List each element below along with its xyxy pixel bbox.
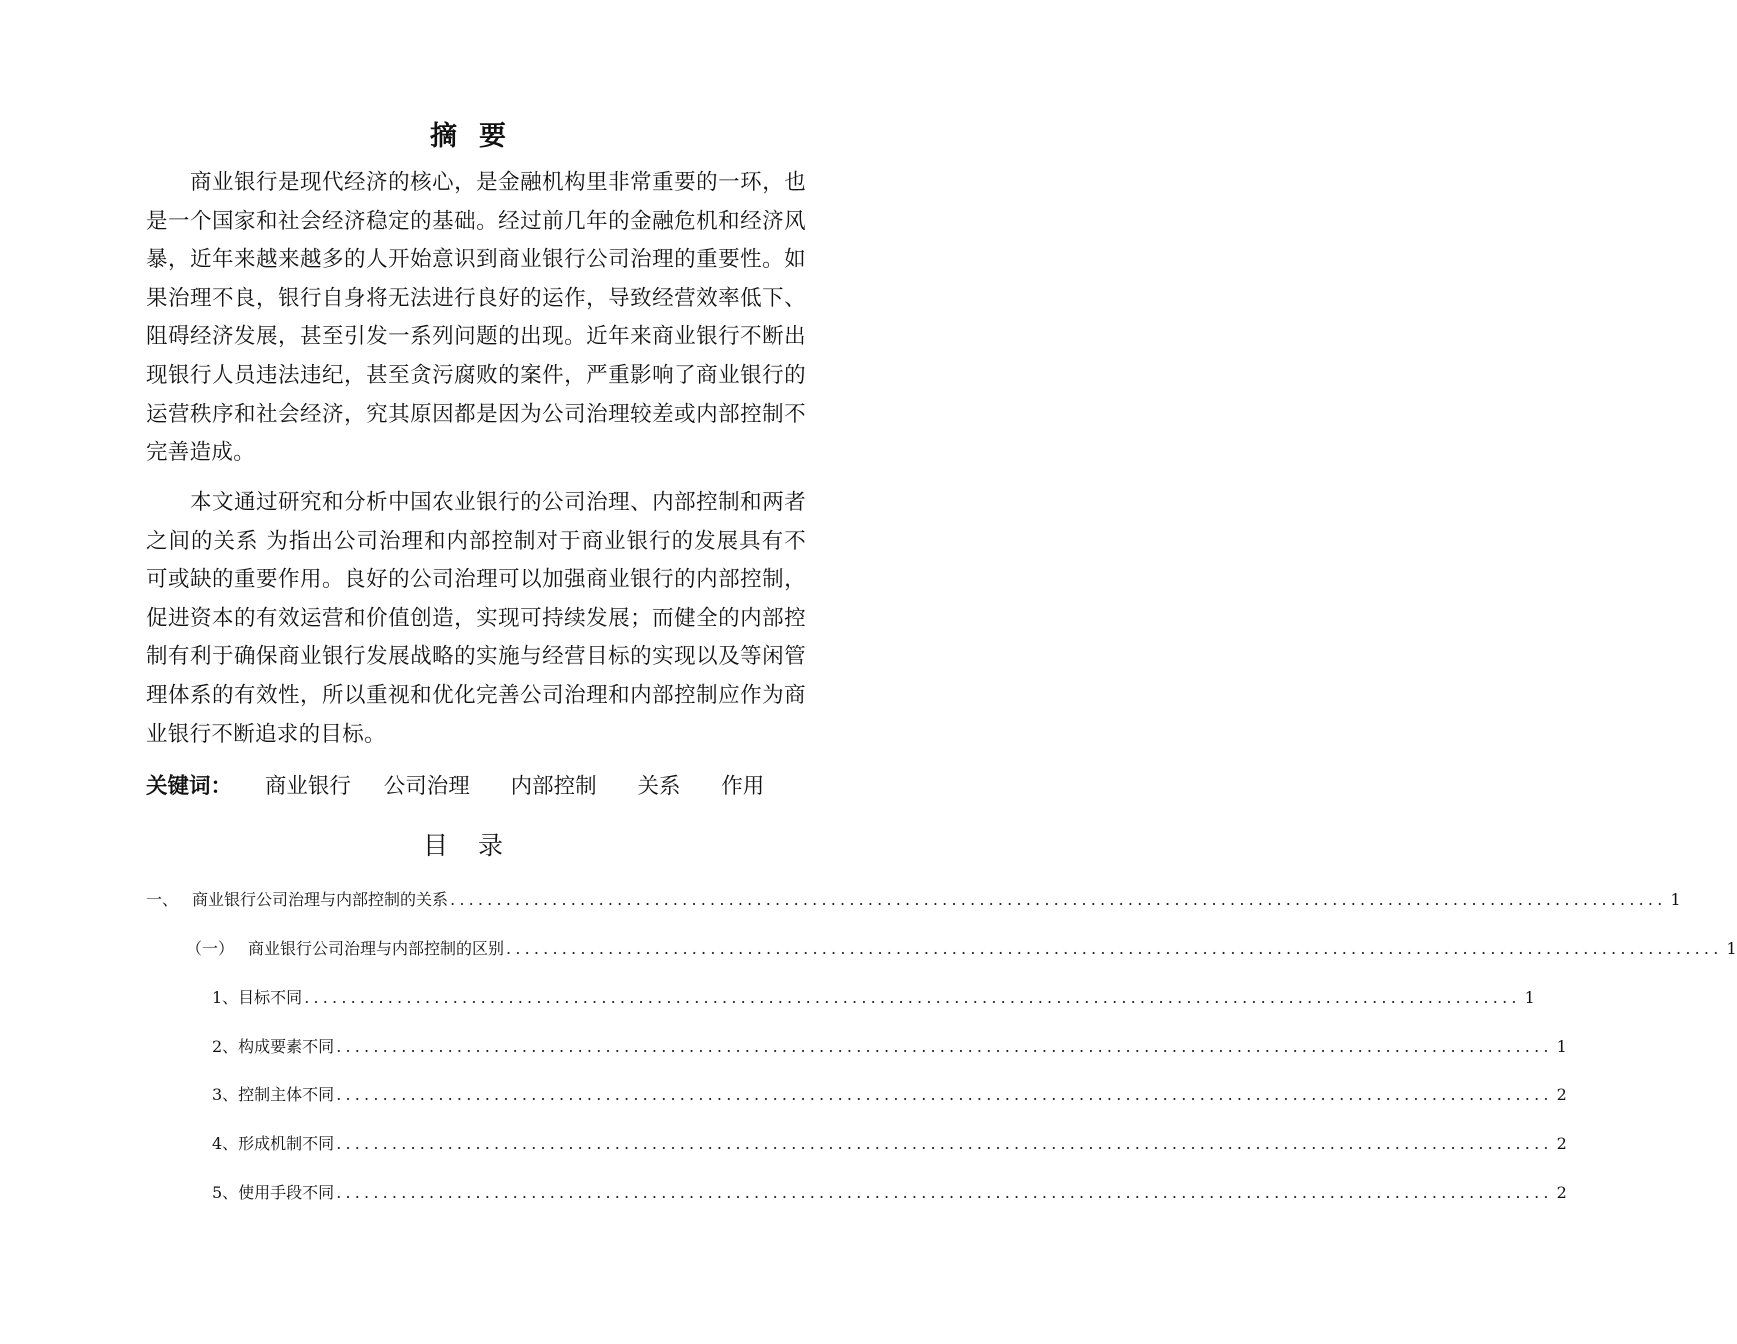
keyword: 公司治理 <box>383 774 470 799</box>
toc-entry-text: 2、构成要素不同 <box>212 1037 335 1056</box>
keyword: 关系 <box>637 774 681 799</box>
toc-entry-number: 一、 <box>146 890 179 909</box>
toc-page-number: 2 <box>1556 1134 1567 1153</box>
toc-entry[interactable] <box>212 1034 1567 1058</box>
toc-entry-text: 3、控制主体不同 <box>212 1085 335 1104</box>
toc-leader-dots: ................................................................................................................................... <box>336 1085 1553 1104</box>
toc-entry[interactable] <box>212 1082 1567 1106</box>
toc-leader-dots: ................................................................................................................................... <box>336 1037 1553 1056</box>
abstract-paragraph-1: 商业银行是现代经济的核心，是金融机构里非常重要的一环，也是一个国家和社会经济稳定的基础。经过前几年的金融危机和经济风暴，近年来越来越多的人开始意识到商业银行公司治理的重要性。如果治理不良，银行自身将无法进行良好的运作，导致经营效率低下、阻碍经济发展，甚至引发一系列问题的出现。近年来商业银行不断出现银行人员违法违纪，甚至贪污腐败的案件，严重影响了商业银行的运营秩序和社会经济，究其原因都是因为公司治理较差或内部控制不完善造成。 <box>146 170 806 466</box>
toc-entry-text: 商业银行公司治理与内部控制的区别 <box>248 939 505 958</box>
toc-page-number: 1 <box>1670 890 1681 909</box>
toc-leader-dots: ................................................................................................................................... <box>450 890 1667 909</box>
toc-entry-text: 商业银行公司治理与内部控制的关系 <box>192 890 449 909</box>
keyword: 作用 <box>721 774 765 799</box>
toc-entry-text: 5、使用手段不同 <box>212 1183 335 1202</box>
toc-leader-dots: ................................................................................................................................... <box>304 988 1521 1007</box>
toc-entry-number: （一） <box>186 939 235 958</box>
toc-page-number: 2 <box>1556 1183 1567 1202</box>
toc-leader-dots: ................................................................................................................................... <box>336 1134 1553 1153</box>
keyword: 商业银行 <box>264 774 351 799</box>
toc-entry[interactable] <box>212 985 1535 1009</box>
toc-page-number: 1 <box>1524 988 1535 1007</box>
abstract-paragraph-2: 本文通过研究和分析中国农业银行的公司治理、内部控制和两者之间的关系 为指出公司治理和内部控制对于商业银行的发展具有不可或缺的重要作用。良好的公司治理可以加强商业银行的内部控制，促进资本的有效运营和价值创造，实现可持续发展；而健全的内部控制有利于确保商业银行发展战略的实施与经营目标的实现以及等闲管理体系的有效性，所以重视和优化完善公司治理和内部控制应作为商业银行不断追求的目标。 <box>146 490 806 747</box>
toc-entry[interactable] <box>146 887 1681 911</box>
toc-entry-text: 4、形成机制不同 <box>212 1134 335 1153</box>
toc-entry-text: 1、目标不同 <box>212 988 303 1007</box>
toc-leader-dots: ................................................................................................................................... <box>506 939 1723 958</box>
toc-entry[interactable] <box>212 1131 1567 1155</box>
keyword: 内部控制 <box>510 774 597 799</box>
toc-page-number: 2 <box>1556 1085 1567 1104</box>
keywords-line <box>146 771 790 803</box>
keywords-label: 关键词： <box>146 774 233 799</box>
toc-leader-dots: ................................................................................................................................... <box>336 1183 1553 1202</box>
toc-page-number: 1 <box>1726 939 1737 958</box>
toc-entry[interactable] <box>186 936 1737 960</box>
toc-page-number: 1 <box>1556 1037 1567 1056</box>
toc-entry[interactable] <box>212 1180 1567 1204</box>
toc-title: 目录 <box>422 831 533 860</box>
abstract-title: 摘要 <box>430 121 528 152</box>
